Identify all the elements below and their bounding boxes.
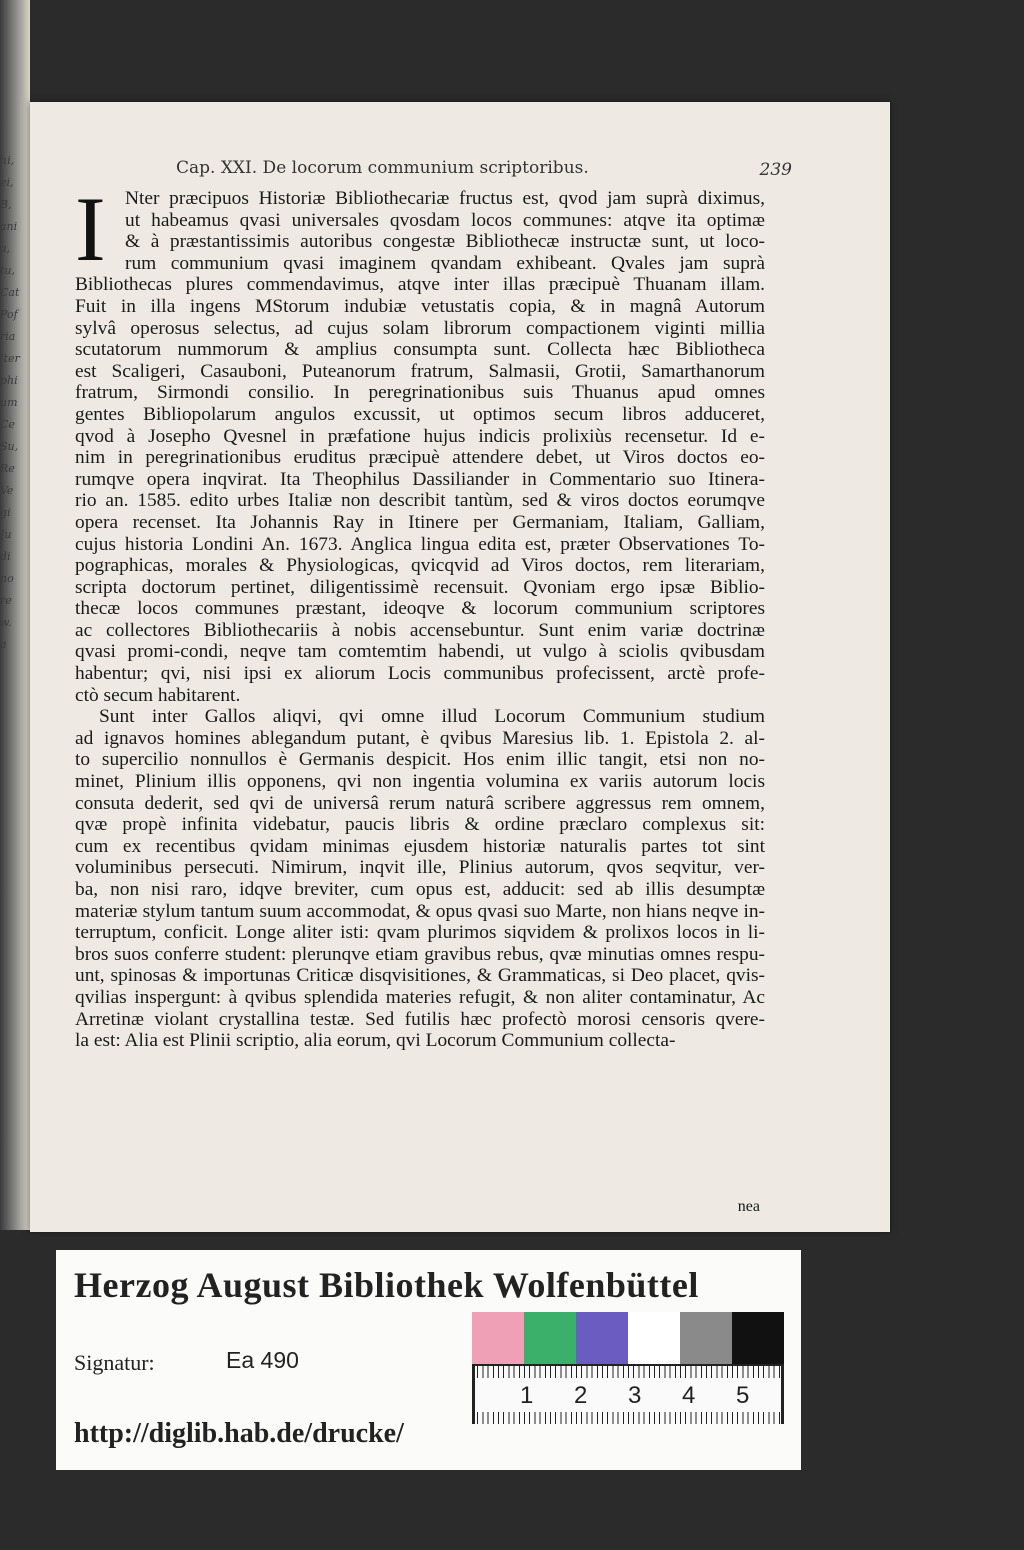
- margin-fragment: gi: [0, 506, 11, 519]
- text-line: qvasi promi-condi, neqve tam comtemtim habendi, ut vulgo à sciolis qvibusdam: [75, 641, 765, 663]
- margin-fragment: no: [0, 572, 14, 585]
- text-line: qvæ propè infinita videbatur, paucis libris & ordine præclaro complexus sit:: [75, 814, 765, 836]
- text-line: qvilias inspergunt: à qvibus splendida materies refugit, & non aliter contaminatur, Ac: [75, 986, 765, 1008]
- text-line: ba, non nisi raro, idqve breviter, cum opus est, adducit: sed ab illis desumptæ: [75, 879, 765, 900]
- signatur-value: Ea 490: [226, 1347, 299, 1373]
- color-swatch: [524, 1312, 576, 1364]
- text-line: thecæ locos communes præstant, ideoqve & locorum communium scriptores: [75, 598, 765, 620]
- running-title: Cap. XXI. De locorum communium scriptoribus.: [176, 158, 589, 178]
- text-line: fratrum, Sirmondi consilio. In peregrinationibus suis Thuanus apud omnes: [75, 382, 765, 404]
- page-number: 239: [759, 160, 792, 180]
- text-line: bros suos conferre student: plerunqve etiam gravibus rebus, qvæ minutias omnes respu-: [75, 943, 765, 965]
- text-line: scutatorum nummorum & amplius consumpta sunt. Collecta hæc Bibliotheca: [75, 339, 765, 361]
- margin-fragment: hi,: [0, 154, 15, 167]
- margin-fragment: a: [0, 638, 7, 651]
- margin-fragment: w.: [0, 616, 12, 629]
- margin-fragment: Ce: [0, 418, 15, 431]
- text-line: Fuit in illa ingens MStorum indubiæ vetustatis copia, & in magnâ Autorum: [75, 295, 765, 317]
- text-line: rum communium qvasi imaginem qvandam exhibeant. Qvales jam suprà: [125, 252, 765, 274]
- ruler-number: 2: [574, 1382, 588, 1409]
- margin-fragment: di: [0, 550, 11, 563]
- running-header: [176, 158, 792, 184]
- margin-fragment: phi: [0, 374, 18, 387]
- library-url: http://diglib.hab.de/drucke/: [74, 1418, 404, 1449]
- margin-fragment: re: [0, 594, 12, 607]
- margin-fragment: a,: [0, 242, 11, 255]
- text-line: cum ex recentibus qvidam minimas ejusdem historiæ naturalis partes tot sint: [75, 835, 765, 857]
- margin-fragment: B,: [0, 198, 12, 211]
- library-name: Herzog August Bibliothek Wolfenbüttel: [74, 1265, 699, 1305]
- margin-fragment: lter: [0, 352, 20, 365]
- margin-fragment: ei,: [0, 176, 14, 189]
- text-line: terruptum, conficit. Longe aliter isti: qvam plurimos siqvidem & prolixos locos in li-: [75, 922, 765, 944]
- text-line: sylvâ operosus selectus, ad cujus solam librorum compactionem viginti millia: [75, 317, 765, 339]
- book-page: [30, 102, 890, 1232]
- margin-fragment: Pof: [0, 308, 18, 321]
- text-line: gentes Bibliopolarum angulos excussit, ut optimos secum libros adduceret,: [75, 403, 765, 425]
- ruler-number: 5: [736, 1382, 750, 1409]
- text-line: ctò secum habitarent.: [75, 684, 241, 706]
- text-line: ad ignavos homines ablegandum putant, è qvibus Maresius lib. 1. Epistola 2. al-: [75, 727, 765, 749]
- body-text: [75, 178, 765, 1052]
- signatur-label: Signatur:: [74, 1350, 155, 1375]
- text-line: minet, Plinium illis opponens, qvi non ingentia volumina ex variis autorum locis: [75, 771, 765, 793]
- ruler-edge-right: [781, 1366, 784, 1424]
- text-line: materiæ stylum tantum suum accommodat, & opus qvasi suo Marte, non hians neqve in-: [75, 900, 765, 922]
- margin-fragment: Ve: [0, 484, 14, 497]
- text-line: rumqve opera inqvirat. Ita Theophilus Dassiliander in Commentario suo Itinera-: [75, 468, 765, 490]
- ruler-number: 3: [628, 1382, 642, 1409]
- catchword: nea: [737, 1198, 760, 1215]
- drop-cap: I: [75, 178, 106, 280]
- margin-fragment: Cat: [0, 286, 20, 299]
- text-line: ut habeamus qvasi universales qvosdam locos communes: atqve ita optimæ: [125, 209, 765, 231]
- margin-fragment: ani: [0, 220, 18, 233]
- ruler-edge-left: [472, 1366, 475, 1424]
- text-line: qvod à Josepho Qvesnel in præfatione hujus indicis prolixiùs recensetur. Id e-: [75, 425, 765, 447]
- text-line: consuta dederit, sed qvi de universâ rerum naturâ scribere aggressus rem omnem,: [75, 792, 765, 814]
- text-line: pographicas, morales & Physiologicas, qvicqvid ad Viros doctos, rem literariam,: [75, 555, 765, 577]
- text-line: Bibliothecas plures commendavimus, atqve inter illas præcipuè Thuanam illam.: [75, 274, 765, 296]
- margin-fragment: ria: [0, 330, 16, 343]
- text-line: cujus historia Londini An. 1673. Anglica lingua edita est, præter Observationes To-: [75, 533, 765, 555]
- color-swatch: [472, 1312, 524, 1364]
- color-swatch: [628, 1312, 680, 1364]
- text-line: ac collectores Bibliothecariis à nobis accensebuntur. Sunt enim variæ doctrinæ: [75, 619, 765, 641]
- text-line: habentur; qvi, nisi ipsi ex aliorum Locis communibus profecissent, arctè profe-: [75, 663, 765, 685]
- text-line: unt, spinosas & importunas Criticæ disqvisitiones, & Grammaticas, si Deo placet, qvis-: [75, 965, 765, 987]
- adjacent-page-margin-text: [0, 150, 32, 800]
- text-line: Nter præcipuos Historiæ Bibliothecariæ fructus est, qvod jam suprà diximus,: [125, 188, 765, 209]
- text-line: to supercilio nonnullos è Germanis despicit. Hos enim illic tangit, etsi non no-: [75, 749, 765, 771]
- text-line: Sunt inter Gallos aliqvi, qvi omne illud Locorum Communium studium: [99, 706, 765, 728]
- library-color-card: [56, 1250, 801, 1470]
- margin-fragment: Su,: [0, 440, 19, 453]
- margin-fragment: Re: [0, 462, 15, 475]
- color-swatches: [472, 1312, 784, 1364]
- text-line: la est: Alia est Plinii scriptio, alia eorum, qvi Locorum Communium collecta-: [75, 1030, 676, 1052]
- color-swatch: [680, 1312, 732, 1364]
- margin-fragment: tu,: [0, 264, 16, 277]
- color-swatch: [576, 1312, 628, 1364]
- ruler-ticks-bottom: [472, 1412, 784, 1424]
- color-swatch: [732, 1312, 784, 1364]
- text-line: opera recenset. Ita Johannis Ray in Itinere per Germaniam, Italiam, Galliam,: [75, 511, 765, 533]
- text-line: nim in peregrinationibus eruditus præcipuè attendere debet, ut Viros doctos eo-: [75, 447, 765, 469]
- text-line: voluminibus persecuti. Nimirum, inqvit ille, Plinius autorum, qvos seqvitur, ver-: [75, 857, 765, 879]
- measurement-ruler: [472, 1364, 784, 1424]
- margin-fragment: um: [0, 396, 18, 409]
- ruler-number: 1: [520, 1382, 534, 1409]
- ruler-number: 4: [682, 1382, 696, 1409]
- ruler-ticks-top: [472, 1366, 784, 1378]
- text-line: & à præstantissimis autoribus congestæ Bibliothecæ instructæ sunt, ut loco-: [125, 231, 765, 253]
- text-line: Arretinæ violant crystallina testæ. Sed futilis hæc profectò morosi censoris qvere-: [75, 1008, 765, 1030]
- margin-fragment: Ju: [0, 528, 12, 541]
- text-line: rio an. 1585. edito urbes Italiæ non describit tantùm, sed & viros doctos eorumqve: [75, 490, 765, 512]
- text-line: scripta doctorum pertinet, diligentissimè recensuit. Qvoniam ergo ipsæ Biblio-: [75, 576, 765, 598]
- text-line: est Scaligeri, Casauboni, Puteanorum fratrum, Salmasii, Grotii, Samarthanorum: [75, 360, 765, 382]
